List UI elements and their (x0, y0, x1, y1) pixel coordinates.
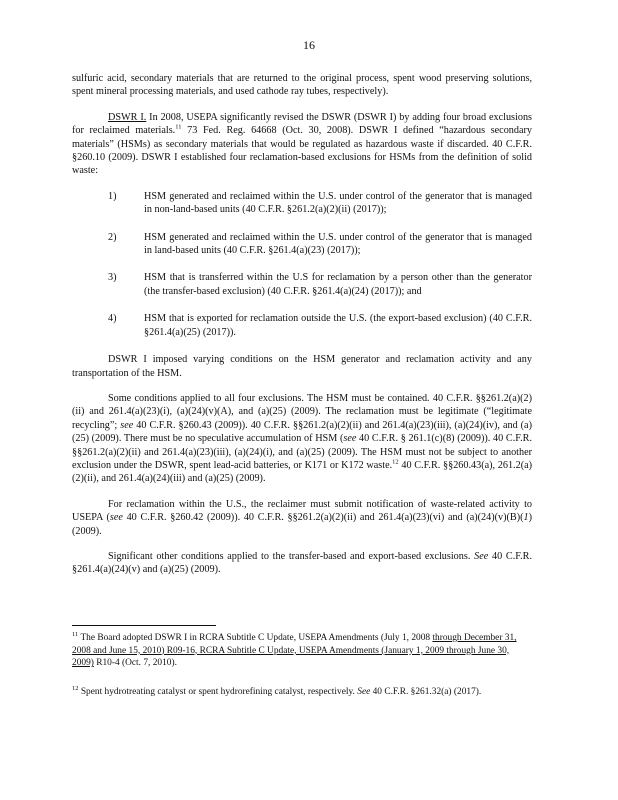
paragraph-conditions (72, 392, 532, 486)
conditions-text-d: 40 C.F.R. §§260.43(a), 261.2(a)(2)(ii), and 261.4(a)(24)(iii) and (a)(25) (2009). (72, 459, 532, 485)
paragraph-imposed: DSWR I imposed varying conditions on the HSM generator and reclamation activity and any transportation of the HSM. (72, 354, 532, 379)
significant-text-b: 40 C.F.R. §261.4(a)(24)(v) and (a)(25) (2009). (72, 550, 532, 576)
significant-text-a: Significant other conditions applied to the transfer-based and export-based exclusions. (108, 550, 475, 562)
reclamation-see: see (109, 512, 123, 524)
list-item-number: 2) (108, 231, 117, 243)
reclamation-text-c: ) (2009). (72, 512, 532, 537)
paragraph-significant (72, 550, 532, 577)
footnote-11-text-a: The Board adopted DSWR I in RCRA Subtitle C Update, USEPA Amendments (July 1, 2008 (78, 633, 433, 643)
conditions-see-1: see (120, 419, 134, 431)
list-item-number: 1) (108, 190, 117, 202)
footnote-11 (72, 632, 532, 670)
footnote-separator (72, 625, 216, 626)
list-item-text: HSM that is exported for reclamation outside the U.S. (the export-based exclusion) (40 C.F.R. §261.4(a)(25) (2017)). (144, 313, 532, 338)
list-item-number: 3) (108, 272, 117, 284)
list-item-text: HSM generated and reclaimed within the U.S. under control of the generator that is managed in non-land-based units (40 C.F.R. §261.2(a)(2)(ii) (2017)); (144, 190, 532, 216)
footnote-ref-11: 11 (175, 123, 182, 131)
page-number: 16 (303, 38, 315, 52)
footnote-12-see: See (357, 687, 371, 697)
footnote-12 (72, 686, 532, 699)
conditions-text-b: 40 C.F.R. §260.43 (2009)). 40 C.F.R. §§261.2(a)(2)(ii) and 261.4(a)(23)(iii), (a)(24)(iv), and (a)(25) (2009). There must be no speculative accumulation of HSM ( (72, 419, 532, 445)
footnote-12-text-b: 40 C.F.R. §261.32(a) (2017). (370, 687, 482, 697)
main-text (72, 72, 532, 589)
reclamation-text-a: For reclamation within the U.S., the reclaimer must submit notification of waste-related activity to USEPA ( (72, 498, 532, 524)
reclamation-italic-1: 1 (523, 512, 529, 524)
dswr-text-a: In 2008, USEPA significantly revised the DSWR (DSWR I) by adding four broad exclusions for reclaimed materials. (72, 111, 533, 137)
conditions-text-a: Some conditions applied to all four exclusions. The HSM must be contained. 40 C.F.R. §§261.2(a)(2)(ii) and 261.4(a)(23)(i), (a)(24)(v)(A), and (a)(25) (2009). The reclamation must be legitimate (“legitimate recycling”; (72, 392, 532, 431)
list-item (72, 190, 532, 217)
list-item (72, 271, 532, 298)
paragraph-top: sulfuric acid, secondary materials that are returned to the original process, spent wood preserving solutions, spent mineral processing materials, and used cathode ray tubes, respectively). (72, 73, 532, 98)
paragraph-dswr (72, 111, 532, 178)
footnote-11-underlined-2: RCRA Subtitle C Update, USEPA Amendments (January 1, 2009 through June 30, 2009) (72, 645, 510, 669)
reclamation-text-b: 40 C.F.R. §260.42 (2009)). 40 C.F.R. §§261.2(a)(2)(ii) and 261.4(a)(23)(vi) and (a)(24)(v)(B)( (122, 512, 524, 524)
list-item (72, 231, 532, 258)
conditions-see-2: see (343, 433, 357, 445)
footnote-12-text-a: Spent hydrotreating catalyst or spent hydrorefining catalyst, respectively. (78, 687, 358, 697)
list-item (72, 312, 532, 339)
list-item-text: HSM that is transferred within the U.S for reclamation by a person other than the generator (the transfer-based exclusion) (40 C.F.R. §261.4(a)(24) (2017)); and (144, 272, 532, 297)
dswr-text-b: 73 Fed. Reg. 64668 (Oct. 30, 2008). DSWR I defined “hazardous secondary materials” (HSMs) as secondary materials that would be regulated as hazardous waste if discarded. 40 C.F.R. §260.10 (2009). DSWR I established four reclamation-based exclusions for HSMs from the definition of solid waste: (72, 125, 532, 177)
footnote-ref-12: 12 (392, 458, 399, 466)
paragraph-reclamation (72, 498, 532, 538)
conditions-text-c: 40 C.F.R. § 261.1(c)(8) (2009)). 40 C.F.R. §§261.2(a)(2)(ii) and 261.4(a)(23)(iii), (a)(24)(i), and (a)(25) (2009). The HSM must not be subject to another exclusion under the DSWR, spent lead-acid batteries, or K171 or K172 waste. (72, 433, 532, 471)
exclusion-list (72, 190, 532, 339)
footnote-number: 11 (72, 630, 79, 638)
list-item-text: HSM generated and reclaimed within the U.S. under control of the generator that is managed in land-based units (40 C.F.R. §261.4(a)(23) (2017)); (144, 231, 532, 257)
footnote-11-text-b: R10-4 (Oct. 7, 2010). (93, 658, 177, 669)
dswr-heading: DSWR I. (108, 111, 147, 123)
footnote-11-underlined-1: through December 31, 2008 and June 15, 2010) R09-16, (72, 633, 517, 656)
list-item-number: 4) (108, 313, 117, 325)
footnote-number: 12 (72, 684, 79, 692)
significant-see: See (474, 550, 489, 562)
